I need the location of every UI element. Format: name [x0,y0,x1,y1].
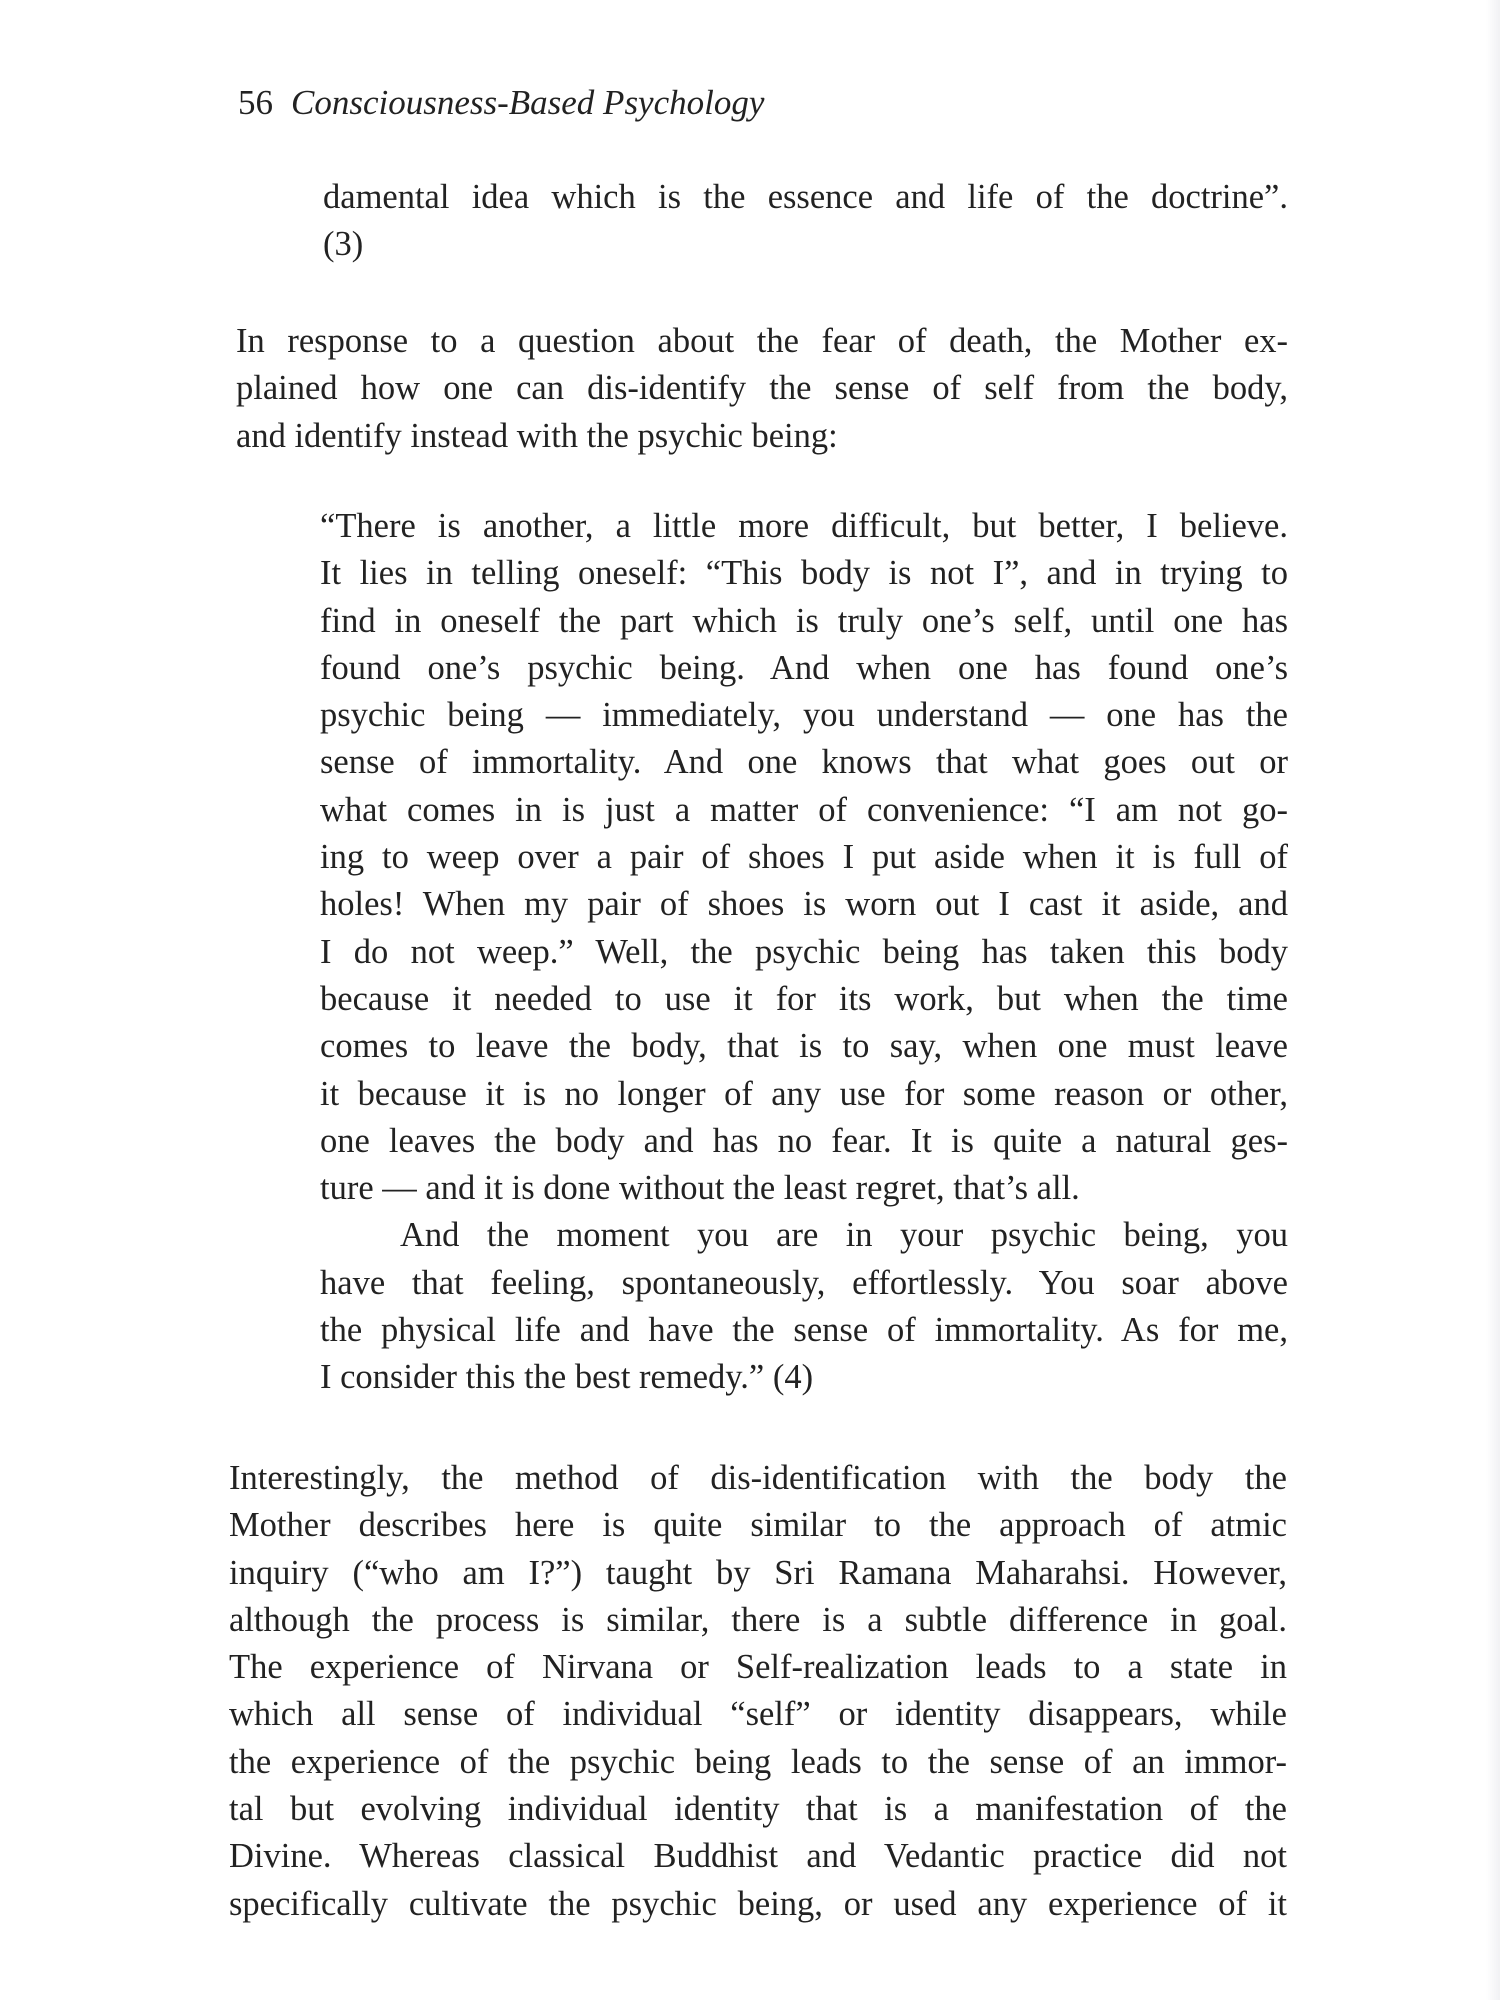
page-number: 56 [238,83,273,122]
text-line: damental idea which is the essence and life of the doctrine”. [323,178,1288,216]
text-line: plained how one can dis-identify the sense of self from the body, [236,369,1288,408]
text-line: Interestingly, the method of dis-identification with the body the [229,1459,1287,1497]
text-line: comes to leave the body, that is to say, when one must leave [320,1027,1288,1066]
text-line: have that feeling, spontaneously, effortlessly. You soar above [320,1263,1288,1302]
text-line: it because it is no longer of any use for some reason or other, [320,1074,1288,1113]
text-line: tal but evolving individual identity that is a manifestation of the [229,1790,1287,1829]
text-line: find in oneself the part which is truly one’s self, until one has [320,601,1288,640]
text-line: I do not weep.” Well, the psychic being has taken this body [320,932,1288,971]
text-line: because it needed to use it for its work, but when the time [320,979,1288,1018]
closing-paragraph [229,1455,1287,1928]
text-line: The experience of Nirvana or Self-realization leads to a state in [229,1648,1287,1687]
intro-paragraph [236,318,1288,460]
text-line: the physical life and have the sense of immortality. As for me, [320,1311,1288,1350]
text-line: And the moment you are in your psychic being, you [400,1216,1288,1255]
running-header [238,82,764,124]
quote-paragraph-2 [320,1212,1288,1401]
block-quote-mother [320,503,1288,1402]
text-line: sense of immortality. And one knows that what goes out or [320,743,1288,782]
page-edge-shadow [1486,0,1500,2000]
text-line: Divine. Whereas classical Buddhist and Vedantic practice did not [229,1837,1287,1876]
quote-paragraph-1 [320,503,1288,1212]
text-line: “There is another, a little more difficult, but better, I believe. [320,507,1288,545]
quote-continuation [323,174,1288,269]
text-line: It lies in telling oneself: “This body is not I”, and in trying to [320,554,1288,593]
text-line: what comes in is just a matter of convenience: “I am not go- [320,790,1288,829]
text-line: ing to weep over a pair of shoes I put aside when it is full of [320,838,1288,877]
text-line: the experience of the psychic being leads to the sense of an immor- [229,1742,1287,1781]
text-line: (3) [323,225,364,264]
text-line: and identify instead with the psychic being: [236,416,838,455]
running-title: Consciousness-Based Psychology [291,83,765,122]
text-line: specifically cultivate the psychic being, or used any experience of it [229,1884,1287,1923]
text-line: In response to a question about the fear of death, the Mother ex- [236,322,1288,360]
text-line: holes! When my pair of shoes is worn out I cast it aside, and [320,885,1288,924]
text-line: Mother describes here is quite similar to the approach of atmic [229,1506,1287,1545]
text-line: I consider this the best remedy.” (4) [320,1358,814,1397]
text-line: found one’s psychic being. And when one has found one’s [320,648,1288,687]
text-line: ture — and it is done without the least regret, that’s all. [320,1169,1080,1208]
text-line: although the process is similar, there is a subtle difference in goal. [229,1600,1287,1639]
text-line: one leaves the body and has no fear. It is quite a natural ges- [320,1121,1288,1160]
text-line: psychic being — immediately, you understand — one has the [320,696,1288,735]
text-line: which all sense of individual “self” or identity disappears, while [229,1695,1287,1734]
text-line: inquiry (“who am I?”) taught by Sri Ramana Maharahsi. However, [229,1553,1287,1592]
